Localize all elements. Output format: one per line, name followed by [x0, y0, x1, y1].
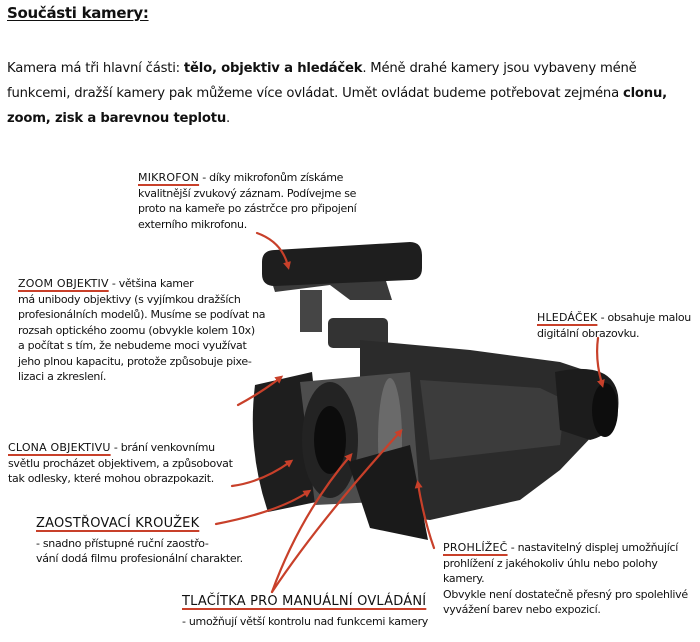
prohlizec-line-3: Obvykle není dostatečně přesný pro spolehlivé — [443, 587, 688, 601]
zoom-line-7: lizaci a zkreslení. — [18, 370, 107, 383]
clona-line-1: - brání venkovnímu — [113, 441, 215, 454]
tlacitka-heading: TLAČÍTKA PRO MANUÁLNÍ OVLÁDÁNÍ — [182, 594, 427, 609]
zoom-line-6: jeho plnou kapacitu, protože způsobuje pixe- — [18, 354, 252, 368]
label-zaostrovaci-krouzek — [36, 516, 243, 567]
prohlizec-line-4: vyvážení barev nebo expozicí. — [443, 603, 601, 616]
zoom-line-5: a počítat s tím, že nebudeme moci využívat — [18, 339, 247, 352]
clona-line-3: tak odlesky, které mohou obrazpokazit. — [8, 472, 214, 485]
prohlizec-line-2: prohlížení z jakéhokoliv úhlu nebo polohy kamery. — [443, 556, 658, 585]
label-prohlizec — [443, 540, 700, 618]
label-mikrofon — [138, 170, 356, 232]
hledacek-heading: HLEDÁČEK — [537, 311, 598, 324]
mikrofon-line-2: kvalitnější zvukový záznam. Podívejme se — [138, 186, 357, 200]
mikrofon-line-1: - díky mikrofonům získáme — [202, 171, 344, 184]
mikrofon-heading: MIKROFON — [138, 171, 200, 184]
hledacek-line-1: - obsahuje malou — [600, 311, 691, 324]
zaostrovaci-line-2: vání dodá filmu profesionální charakter. — [36, 552, 243, 565]
page-title: Součásti kamery: — [7, 4, 149, 22]
label-hledacek — [537, 310, 691, 341]
label-clona-objektivu — [8, 440, 233, 487]
intro-text-1: Kamera má tři hlavní části: — [7, 61, 184, 76]
zoom-line-3: profesionálních modelů). Musíme se podívat na — [18, 308, 266, 321]
hledacek-line-2: digitální obrazovku. — [537, 326, 640, 340]
zaostrovaci-heading: ZAOSTŘOVACÍ KROUŽEK — [36, 516, 200, 531]
zoom-line-1: - většina kamer — [111, 277, 194, 290]
zoom-heading: ZOOM OBJEKTIV — [18, 277, 109, 290]
label-zoom-objektiv — [18, 276, 265, 385]
zoom-line-4: rozsah optického zoomu (obvykle kolem 10x) — [18, 323, 255, 337]
prohlizec-line-1: - nastavitelný displej umožňující — [510, 541, 678, 554]
zoom-line-2: má unibody objektivy (s vyjímkou dražších — [18, 292, 241, 306]
clona-heading: CLONA OBJEKTIVU — [8, 441, 111, 454]
zaostrovaci-line-1: - snadno přístupné ruční zaostřo- — [36, 536, 209, 550]
prohlizec-heading: PROHLÍŽEČ — [443, 541, 508, 554]
intro-bold-parts: tělo, objektiv a hledáček — [183, 61, 363, 76]
clona-line-2: světlu procházet objektivem, a způsobovat — [8, 456, 233, 470]
intro-text-2: . Méně drahé kamery jsou vybaveny méně funkcemi, dražší kamery pak můžeme více ovládat. Umět ovládat budeme potřebovat zejména — [7, 61, 637, 101]
mikrofon-line-4: externího mikrofonu. — [138, 217, 247, 231]
intro-text-3: . — [226, 111, 231, 126]
mikrofon-line-3: proto na kameře po zástrčce pro připojení — [138, 202, 357, 215]
label-tlacitka — [182, 594, 428, 629]
intro-bold-settings: clonu, zoom, zisk a barevnou teplotu — [7, 86, 667, 126]
tlacitka-line-1: - umožňují větší kontrolu nad funkcemi kamery — [182, 614, 429, 628]
camera-body — [253, 242, 619, 540]
